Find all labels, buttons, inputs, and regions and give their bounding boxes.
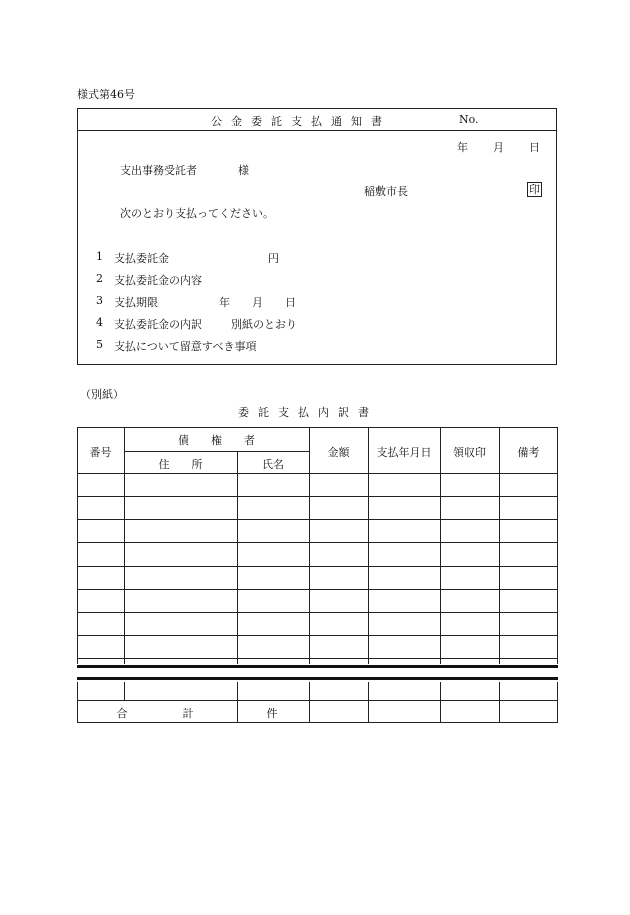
breakdown-table bbox=[77, 427, 558, 723]
header-remarks: 備考 bbox=[517, 446, 540, 459]
item-label: 支払委託金の内容 bbox=[114, 274, 202, 287]
notice-number-label: No. bbox=[459, 113, 479, 126]
notice-title: 公金委託支払通知書 bbox=[211, 115, 391, 128]
date-year: 年 bbox=[457, 141, 468, 154]
header-creditor: 債 権 者 bbox=[178, 434, 255, 447]
item-label: 支払委託金の内訳 bbox=[114, 318, 202, 331]
item-value: 年 月 日 bbox=[219, 296, 296, 309]
item-label: 支払委託金 bbox=[114, 252, 169, 265]
recipient-honorific: 様 bbox=[238, 164, 249, 177]
item-number: 2 bbox=[96, 272, 103, 285]
date-day: 日 bbox=[529, 141, 540, 154]
item-number: 5 bbox=[96, 338, 103, 351]
item-value: 円 bbox=[268, 252, 279, 265]
header-name: 氏名 bbox=[262, 458, 284, 471]
item-label: 支払について留意すべき事項 bbox=[114, 340, 257, 353]
seal-mark: 印 bbox=[529, 183, 540, 196]
date-month: 月 bbox=[493, 141, 504, 154]
header-pay-date: 支払年月日 bbox=[376, 446, 432, 459]
header-receipt-seal: 領収印 bbox=[453, 446, 486, 459]
total-label-left: 合 bbox=[116, 707, 128, 720]
payment-notice bbox=[77, 108, 557, 365]
item-number: 1 bbox=[96, 250, 103, 263]
item-number: 4 bbox=[96, 316, 103, 329]
recipient-label: 支出事務受託者 bbox=[120, 164, 197, 177]
attachment-title: 委託支払内訳書 bbox=[238, 406, 378, 419]
total-label-mid: 計 bbox=[182, 707, 194, 720]
attachment-label: （別紙） bbox=[80, 388, 124, 401]
item-label: 支払期限 bbox=[114, 296, 158, 309]
header-address: 住 所 bbox=[158, 458, 203, 471]
intro-text: 次のとおり支払ってください。 bbox=[120, 207, 274, 220]
issuer-name: 稲敷市長 bbox=[364, 185, 408, 198]
notice-title-row bbox=[78, 109, 556, 131]
item-number: 3 bbox=[96, 294, 103, 307]
item-value: 別紙のとおり bbox=[231, 318, 297, 331]
header-amount: 金額 bbox=[327, 446, 350, 459]
header-number: 番号 bbox=[89, 446, 112, 459]
form-number: 様式第46号 bbox=[77, 88, 135, 101]
total-count-unit: 件 bbox=[266, 707, 278, 720]
